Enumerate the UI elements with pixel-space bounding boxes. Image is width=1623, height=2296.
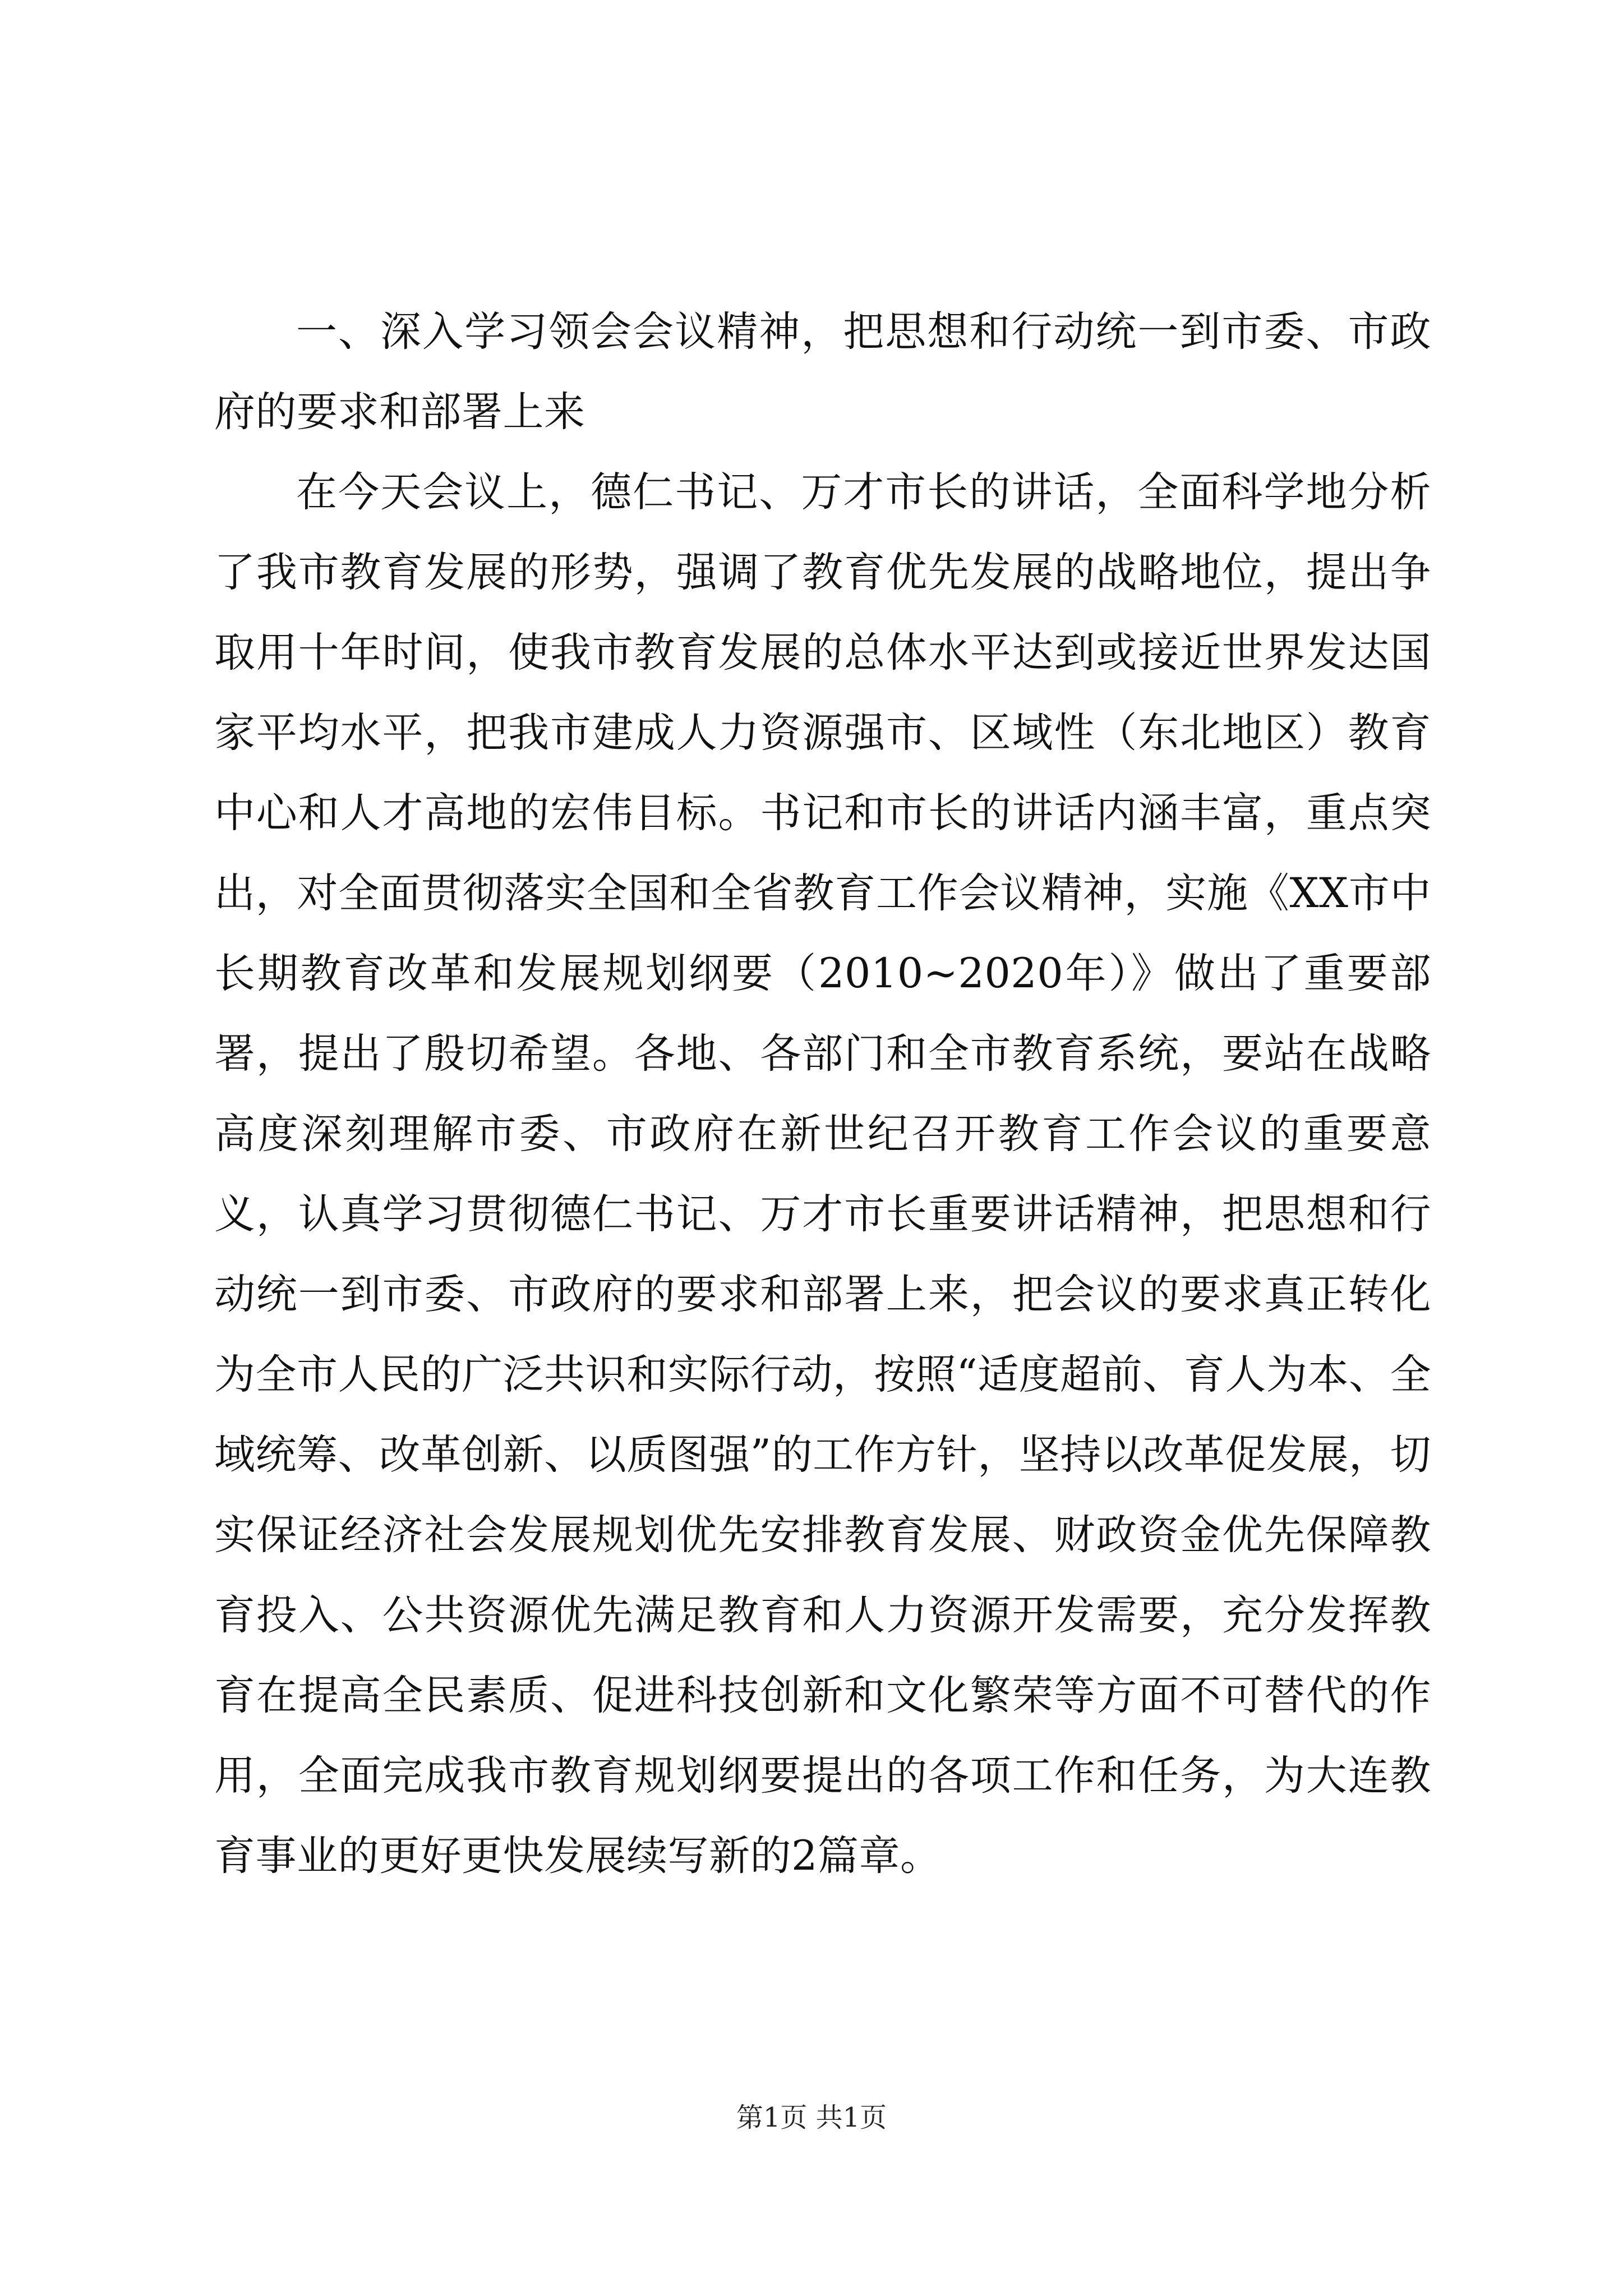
page-footer [0,2101,1623,2134]
page-number-label: 第1页 共1页 [736,2102,887,2133]
body-paragraph: 在今天会议上，德仁书记、万才市长的讲话，全面科学地分析了我市教育发展的形势，强调了教育优先发展的战略地位，提出争取用十年时间，使我市教育发展的总体水平达到或接近世界发达国家平均水平，把我市建成人力资源强市、区域性（东北地区）教育中心和人才高地的宏伟目标。书记和市长的讲话内涵丰富，重点突出，对全面贯彻落实全国和全省教育工作会议精神，实施《XX市中长期教育改革和发展规划纲要（2010~2020年）》做出了重要部署，提出了殷切希望。各地、各部门和全市教育系统，要站在战略高度深刻理解市委、市政府在新世纪召开教育工作会议的重要意义，认真学习贯彻德仁书记、万才市长重要讲话精神，把思想和行动统一到市委、市政府的要求和部署上来，把会议的要求真正转化为全市人民的广泛共识和实际行动，按照“适度超前、育人为本、全域统筹、改革创新、以质图强”的工作方针，坚持以改革促发展，切实保证经济社会发展规划优先安排教育发展、财政资金优先保障教育投入、公共资源优先满足教育和人力资源开发需要，充分发挥教育在提高全民素质、促进科技创新和文化繁荣等方面不可替代的作用，全面完成我市教育规划纲要提出的各项工作和任务，为大连教育事业的更好更快发展续写新的2篇章。 [214,468,1431,1880]
document-content [214,292,1431,1896]
section-heading: 一、深入学习领会会议精神，把思想和行动统一到市委、市政府的要求和部署上来 [214,308,1431,436]
